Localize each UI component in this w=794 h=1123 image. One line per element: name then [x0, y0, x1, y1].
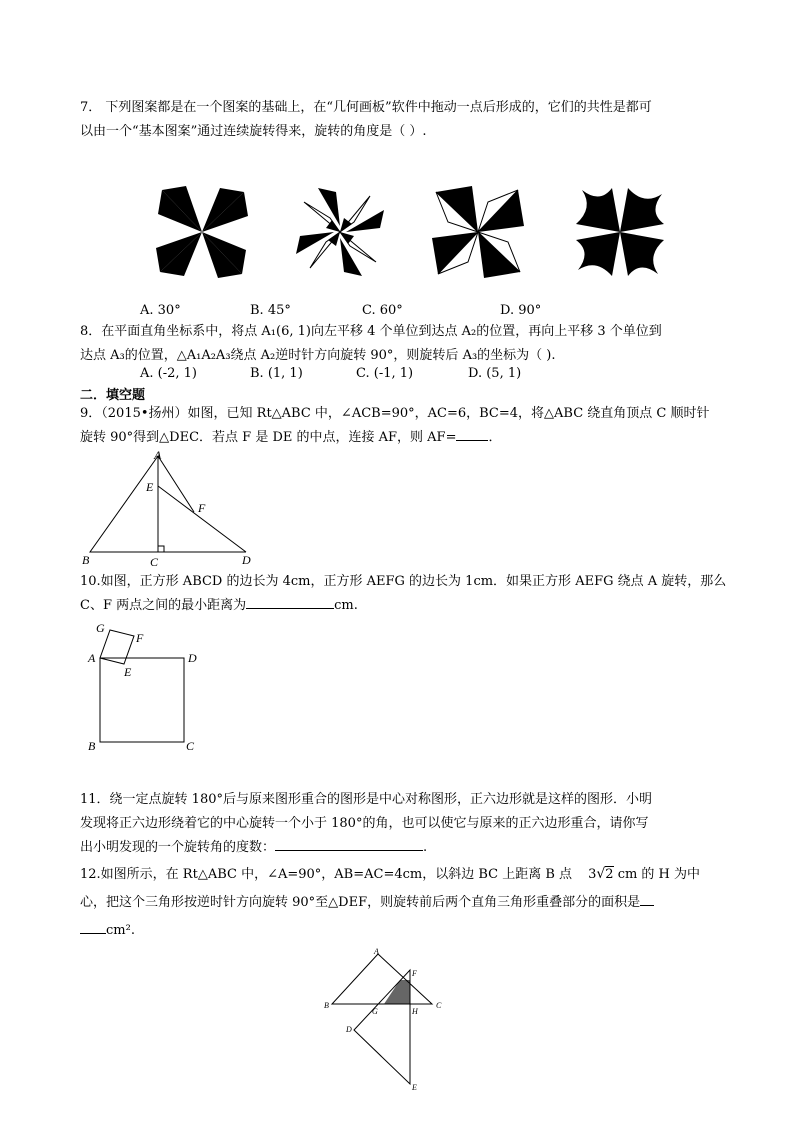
q7-line2: 以由一个“基本图案”通过连续旋转得来，旋转的角度是（ ）. — [80, 124, 427, 139]
question-11 — [80, 788, 720, 860]
section-fill-in-title: 二．填空题 — [80, 388, 146, 403]
q10-line1: 10.如图，正方形 ABCD 的边长为 4cm，正方形 AEFG 的边长为 1cm．如果正方形 AEFG 绕点 A 旋转，那么 — [80, 574, 727, 589]
q12-line2: 心，把这个三角形按逆时针方向旋转 90°至△DEF，则旋转前后两个直角三角形重叠部分的面积是 — [80, 889, 720, 917]
question-9 — [80, 402, 720, 450]
q9-line1: 9．（2015•扬州）如图，已知 Rt△ABC 中，∠ACB=90°，AC=6，BC=4，将△ABC 绕直角顶点 C 顺时针 — [80, 406, 710, 421]
q10-label-g: G — [96, 621, 105, 635]
q11-line3: 出小明发现的一个旋转角的度数： . — [80, 840, 428, 855]
q10-label-b: B — [88, 739, 96, 753]
q12-answer-blank-2 — [80, 933, 106, 934]
q12-label-h: H — [412, 1007, 418, 1016]
q8-option-a: A. (-2, 1) — [140, 366, 197, 381]
q12-answer-blank-1 — [640, 905, 654, 906]
q12-rotation-figure — [318, 944, 454, 1094]
q9-label-f: F — [198, 501, 206, 515]
q7-option-d: D. 90° — [500, 303, 542, 318]
q10-label-a: A — [88, 651, 96, 665]
q9-label-c: C — [150, 555, 159, 569]
q7-option-b: B. 45° — [250, 303, 291, 318]
q9-label-d: D — [242, 553, 251, 567]
q12-label-b: B — [324, 1001, 329, 1010]
q10-label-c: C — [186, 739, 195, 753]
q10-label-e: E — [124, 665, 132, 679]
q7-options — [0, 303, 794, 319]
q9-answer-blank — [456, 440, 488, 441]
q9-label-b: B — [82, 553, 90, 567]
q8-option-b: B. (1, 1) — [250, 366, 303, 381]
q8-option-c: C. (-1, 1) — [356, 366, 414, 381]
q8-options — [0, 366, 794, 382]
q11-line2: 发现将正六边形绕着它的中心旋转一个小于 180°的角，也可以使它与原来的正六边形重合，请你写 — [80, 816, 649, 831]
q7-option-c: C. 60° — [362, 303, 403, 318]
q12-radicand: 2 — [605, 867, 614, 882]
q11-answer-blank — [275, 850, 423, 851]
q12-label-a: A — [374, 947, 379, 956]
question-10 — [80, 570, 727, 618]
q12-label-c: C — [436, 1001, 442, 1010]
q9-triangle-figure — [80, 448, 270, 570]
q9-label-a: A — [154, 448, 162, 462]
q8-line2: 达点 A₃的位置，△A₁A₂A₃绕点 A₂逆时针方向旋转 90°，则旋转后 A₃的坐标为（ ). — [80, 348, 556, 363]
q7-patterns-figure — [150, 182, 680, 282]
q12-coef: 3 — [588, 867, 597, 882]
pattern-b-icon — [296, 188, 384, 276]
q7-option-a: A. 30° — [140, 303, 181, 318]
q10-label-f: F — [136, 631, 144, 645]
q8-option-d: D. (5, 1) — [468, 366, 522, 381]
q10-label-d: D — [188, 651, 197, 665]
q12-line3: cm². — [80, 917, 720, 945]
q12-label-f: F — [412, 969, 417, 978]
pattern-d-icon — [576, 188, 664, 276]
q9-line2: 旋转 90°得到△DEC．若点 F 是 DE 的中点，连接 AF，则 AF= ． — [80, 430, 502, 445]
q10-squares-figure — [80, 616, 210, 756]
q12-line1: 12.如图所示，在 Rt△ABC 中，∠A=90°，AB=AC=4cm，以斜边 BC 上距离 B 点 3√2 cm 的 H 为中 — [80, 866, 701, 882]
question-8 — [80, 320, 720, 368]
question-7 — [80, 96, 720, 144]
q10-line2: C、F 两点之间的最小距离为 cm. — [80, 598, 358, 613]
q10-answer-blank — [246, 608, 334, 609]
q12-label-e: E — [412, 1083, 417, 1092]
q11-line1: 11．绕一定点旋转 180°后与原来图形重合的图形是中心对称图形，正六边形就是这样的图形．小明 — [80, 792, 652, 807]
q8-line1: 8．在平面直角坐标系中，将点 A₁(6, 1)向左平移 4 个单位到达点 A₂的位置，再向上平移 3 个单位到 — [80, 324, 662, 339]
sqrt-sign-icon: √ — [596, 866, 606, 882]
q7-line1: 7． 下列图案都是在一个图案的基础上，在“几何画板”软件中拖动一点后形成的，它们的共性是都可 — [80, 100, 652, 115]
q12-label-d: D — [346, 1025, 352, 1034]
pattern-a-icon — [156, 186, 248, 278]
q9-label-e: E — [146, 480, 154, 494]
question-12 — [80, 860, 720, 945]
q12-label-g: G — [372, 1007, 378, 1016]
pattern-c-icon — [432, 186, 524, 278]
